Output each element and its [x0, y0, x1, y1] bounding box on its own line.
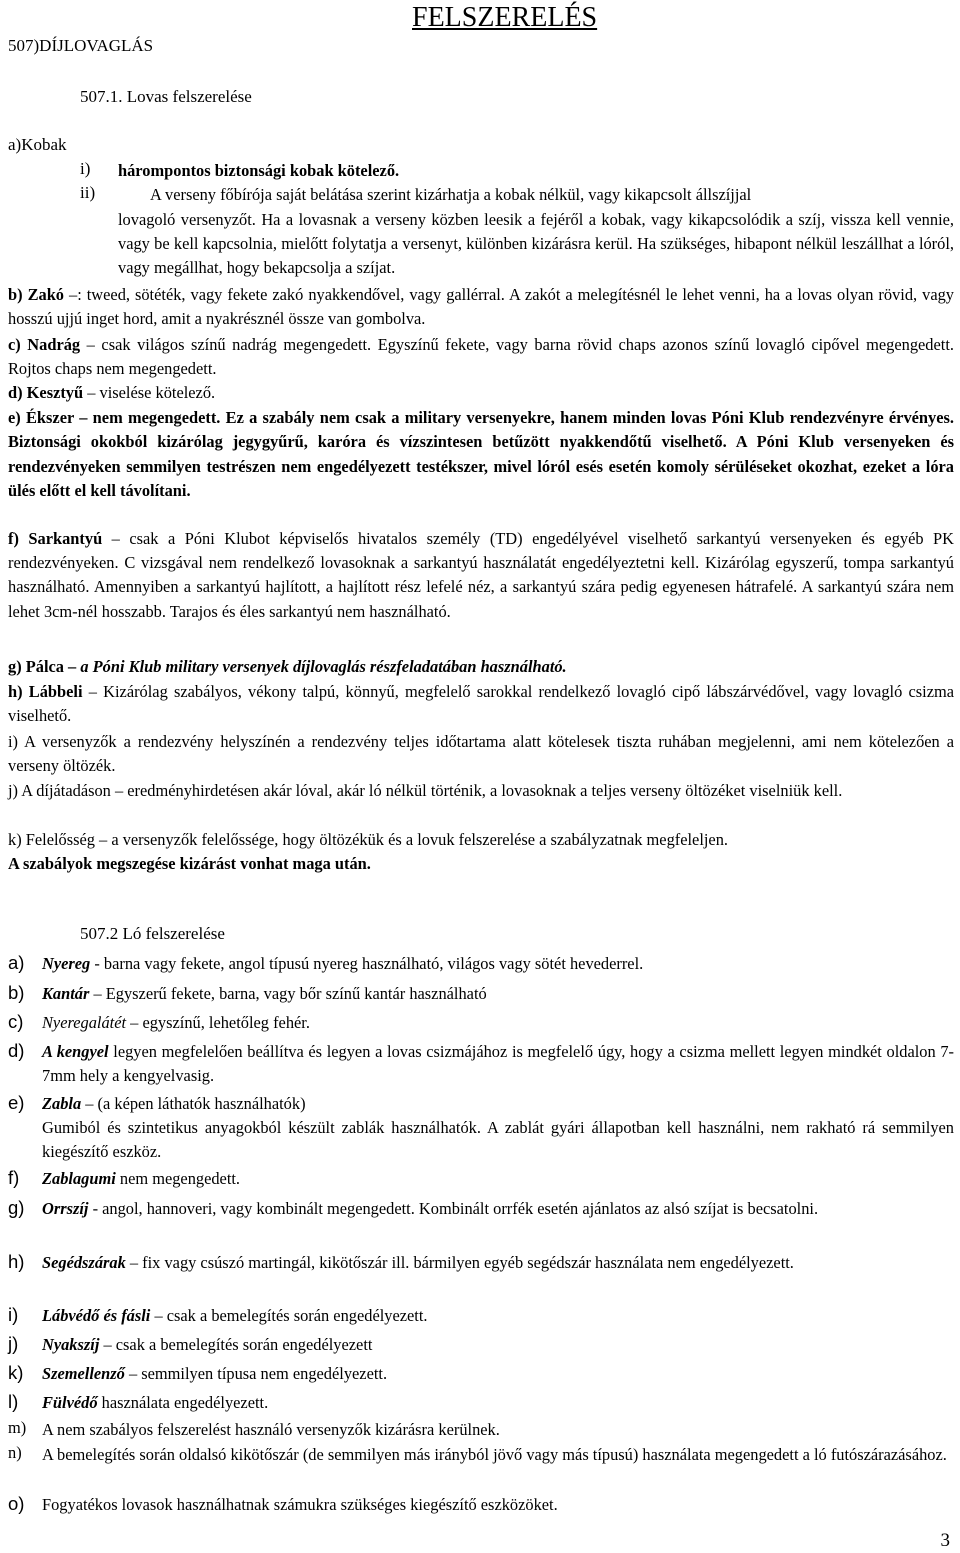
item-b-jacket — [8, 283, 954, 332]
list-text: – csak a bemelegítés során engedélyezett — [99, 1335, 373, 1354]
list-term: Fülvédő — [42, 1393, 98, 1412]
item-j-ceremony: j) A díjátadáson – eredményhirdetésen akár lóval, akár ló nélkül történik, a lovasoknak a teljes verseny öltözéket viselniük kell. — [8, 781, 843, 800]
item-a-i-text: hárompontos biztonsági kobak kötelező. — [118, 161, 400, 180]
item-g-label: g) Pálca — [8, 657, 64, 676]
list-term: Szemellenző — [42, 1364, 125, 1383]
item-a-i-number: i) — [80, 159, 91, 178]
item-g-whip — [8, 655, 954, 679]
item-k-responsibility: k) Felelősség – a versenyzők felelőssége, hogy öltözékük és a lovuk felszerelése a szabályzatnak megfeleljen. — [8, 830, 728, 849]
list-letter: g) — [8, 1197, 25, 1218]
item-c-label: c) Nadrág — [8, 335, 81, 354]
section-heading-horse: 507.2 Ló felszerelése — [80, 924, 225, 943]
item-i-attire: i) A versenyzők a rendezvény helyszínén a rendezvény teljes időtartama alatt kötelesek tiszta ruhában megjelenni, ami nem kötelezően a verseny öltözék. — [8, 732, 954, 776]
list-text: – semmilyen típusa nem engedélyezett. — [124, 1364, 388, 1383]
list-letter: l) — [8, 1391, 19, 1412]
list-term: Orrszíj — [42, 1199, 89, 1218]
item-e-text: – nem megengedett. Ez a szabály nem csak a military versenyekre, hanem minden lovas Póni Klub rendezvényre érvényes. Biztonsági okokból kizárólag jegygyűrű, karóra és vízszintesen betűzött nyakkendőtű viselhető. A Póni Klub versenyeken és rendezvényeken semmilyen testrészen nem engedélyezett testékszer, mivel lóról esés esetén komoly sérüléseket okozhat, ezeket a lóra ülés előtt el kell távolítani. — [8, 408, 954, 501]
item-d-text: – viselése kötelező. — [83, 383, 216, 402]
list-text: – csak a bemelegítés során engedélyezett. — [150, 1306, 428, 1325]
list-text: - barna vagy fekete, angol típusú nyereg használható, világos vagy sötét hevederrel. — [90, 954, 644, 973]
item-f-label: f) Sarkantyú — [8, 529, 103, 548]
item-h-text: – Kizárólag szabályos, vékony talpú, könnyű, megfelelő sarokkal rendelkező lovagló cipő lábszárvédővel, vagy lovagló csizma viselhető. — [8, 682, 954, 726]
list-text: – fix vagy csúszó martingál, kikötőszár ill. bármilyen egyéb segédszár használata nem engedélyezett. — [125, 1253, 794, 1272]
item-f-spurs — [8, 527, 954, 624]
list-text: – egyszínű, lehetőleg fehér. — [126, 1013, 310, 1032]
list-text: A nem szabályos felszerelést használó versenyzők kizárásra kerülnek. — [42, 1420, 500, 1439]
chapter-number: 507)DÍJLOVAGLÁS — [8, 36, 154, 55]
page-title: FELSZERELÉS — [412, 2, 598, 33]
list-term: Nyakszíj — [42, 1335, 100, 1354]
list-letter: a) — [8, 952, 25, 973]
list-text: használata engedélyezett. — [97, 1393, 269, 1412]
item-d-label: d) Kesztyű — [8, 383, 84, 402]
list-term: Kantár — [42, 984, 90, 1003]
list-term: Nyeregalátét — [42, 1013, 127, 1032]
item-b-text: –: tweed, sötéték, vagy fekete zakó nyakkendővel, vagy gallérral. A zakót a melegítésnél le lehet venni, ha a lovas olyan rövid, vagy hosszú ujjú inget hord, amit a nyakrésznél össze van gombolva. — [8, 285, 954, 329]
item-a-ii-rest: lovagoló versenyzőt. Ha a lovasnak a verseny közben leesik a fejéről a kobak, vagy kikapcsolódik a szíj, vissza kell vennie, vagy be kell kapcsolnia, mielőtt folytatja a versenyt, különben kizárásra kerül. Ha szükséges, hibapont nélkül leszállhat a lóról, vagy megállhat, hogy bekapcsolja a szíjat. — [118, 210, 954, 277]
list-text: Gumiból és szintetikus anyagokból készült zablák használhatók. A zablát gyári állapotban kell használni, nem rakható rá semmilyen kiegészítő eszköz. — [42, 1118, 954, 1162]
page-number: 3 — [940, 1530, 950, 1551]
list-text: legyen megfelelően beállítva és legyen a lovas csizmájához is megfelelő úgy, hogy a csizma mellett legyen mindkét oldalon 7-7mm hely a kengyelvasig. — [42, 1042, 955, 1086]
item-b-label: b) Zakó — [8, 285, 65, 304]
list-letter: h) — [8, 1251, 25, 1272]
list-term: A kengyel — [42, 1042, 109, 1061]
closing-statement: A szabályok megszegése kizárást vonhat maga után. — [8, 854, 371, 873]
item-h-footwear — [8, 680, 954, 729]
list-text: nem megengedett. — [115, 1169, 241, 1188]
list-text: – (a képen láthatók használhatók) — [81, 1094, 306, 1113]
item-a-ii-line1: A verseny főbírója saját belátása szerint kizárhatja a kobak nélkül, vagy kikapcsolt állszíjjal — [150, 185, 752, 204]
list-letter: k) — [8, 1362, 24, 1383]
list-term: Zablagumi — [42, 1169, 116, 1188]
item-e-label: e) Ékszer — [8, 408, 74, 427]
item-g-text: – a Póni Klub military versenyek díjlovaglás részfeladatában használható. — [63, 657, 567, 676]
list-letter: b) — [8, 982, 25, 1003]
list-text: – Egyszerű fekete, barna, vagy bőr színű kantár használható — [89, 984, 487, 1003]
list-letter: i) — [8, 1304, 19, 1325]
item-h-label: h) Lábbeli — [8, 682, 83, 701]
list-text: - angol, hannoveri, vagy kombinált megengedett. Kombinált orrfék esetén ajánlatos az alsó szíjat is becsatolni. — [88, 1199, 819, 1218]
list-letter: f) — [8, 1167, 20, 1188]
item-d-gloves — [8, 381, 954, 405]
list-term: Lábvédő és fásli — [42, 1306, 151, 1325]
list-term: Segédszárak — [42, 1253, 126, 1272]
list-letter: n) — [8, 1443, 22, 1462]
list-letter: e) — [8, 1092, 25, 1113]
list-letter: m) — [8, 1418, 27, 1437]
list-term: Zabla — [42, 1094, 82, 1113]
list-text: A bemelegítés során oldalsó kikötőszár (de semmilyen más irányból jövő vagy más típusú) használata megengedett a ló futószárazásához. — [42, 1445, 947, 1464]
item-c-trousers — [8, 333, 954, 382]
item-a-label: a)Kobak — [8, 135, 67, 154]
section-heading-rider: 507.1. Lovas felszerelése — [80, 87, 252, 106]
item-e-jewellery — [8, 406, 954, 504]
item-a-ii-number: ii) — [80, 183, 96, 202]
list-letter: d) — [8, 1040, 25, 1061]
list-letter: c) — [8, 1011, 24, 1032]
list-text: Fogyatékos lovasok használhatnak számukra szükséges kiegészítő eszközöket. — [42, 1495, 558, 1514]
list-letter: o) — [8, 1493, 25, 1514]
item-c-text: – csak világos színű nadrág megengedett. Egyszínű fekete, vagy barna rövid chaps azonos színű lovagló cipővel megengedett. Rojtos chaps nem megengedett. — [8, 335, 954, 379]
list-letter: j) — [8, 1333, 19, 1354]
item-f-text: – csak a Póni Klubot képviselős hivatalos személy (TD) engedélyével viselhető sarkantyú versenyeken és egyéb PK rendezvényeken. C vizsgával nem rendelkező lovasoknak a sarkantyú használatát engedélyeztetni kell. Kizárólag egyszerű, tompa sarkantyú használható. Amennyiben a sarkantyú hajlított, a hajlított rész lefelé néz, a sarkantyú szára pedig egyenesen hátrafelé. A sarkantyú szára nem lehet 3cm-nél hosszabb. Tarajos és éles sarkantyú nem használható. — [8, 529, 954, 621]
list-term: Nyereg — [42, 954, 91, 973]
